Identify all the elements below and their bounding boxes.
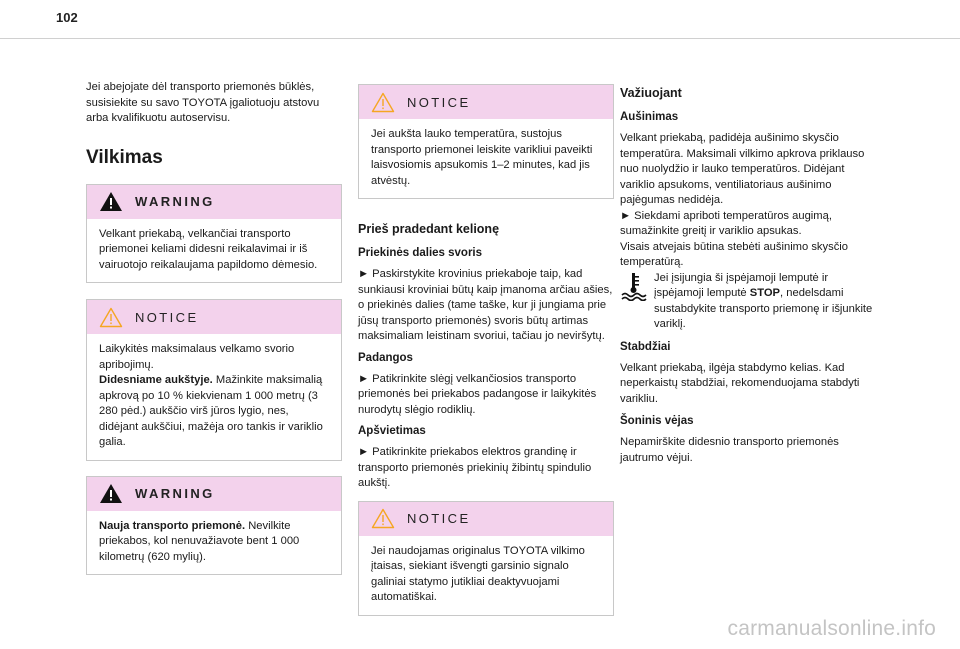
warning-box-header bbox=[87, 185, 341, 219]
warning-box-body bbox=[87, 219, 341, 283]
subsection-title-nose-weight: Priekinės dalies svoris bbox=[358, 247, 483, 259]
notice-box-3 bbox=[358, 501, 614, 616]
notice-box-header bbox=[87, 300, 341, 334]
warning-text: Velkant priekabą, velkančiai transporto priemonei keliami didesni reikalavimai ir iš vairuotojo reikalaujama papildomo dėmesio. bbox=[99, 227, 318, 271]
brakes-text: Velkant priekabą, ilgėja stabdymo kelias. Kad neperkaistų stabdžiai, rekomenduojama stabdyti varikliu. bbox=[620, 361, 860, 405]
notice-triangle-icon bbox=[371, 508, 395, 529]
notice-text: Jei naudojamas originalus TOYOTA vilkimo įtaisas, siekiant išvengti garsinio signalo galiniai statymo jutikliai deaktyvuojami automatiškai. bbox=[371, 544, 585, 603]
section-title-towing: Vilkimas bbox=[86, 146, 163, 168]
column-1 bbox=[86, 80, 342, 575]
warning-triangle-icon bbox=[99, 483, 123, 504]
warning-box-body bbox=[87, 511, 341, 575]
warning-box-1 bbox=[86, 184, 342, 284]
section-title-driving: Važiuojant bbox=[620, 86, 682, 100]
notice-title: NOTICE bbox=[135, 309, 199, 325]
page-number: 102 bbox=[56, 10, 78, 25]
nose-weight-text: ► Paskirstykite krovinius priekaboje taip, kad sunkiausi kroviniai būtų kaip įmanoma arčiau ašies, o priekinės dalies (tame taške, kur ji jungiama prie jūsų transporto priemonės) svoris būtų artimas maksimaliam leistinam svoriui, tačiau jo neviršytų. bbox=[358, 268, 613, 342]
coolant-warning-line bbox=[620, 271, 876, 333]
warning-box-2 bbox=[86, 476, 342, 576]
notice-title: NOTICE bbox=[407, 511, 471, 526]
watermark-footer: carmanualsonline.info bbox=[727, 617, 936, 640]
subsection-title-lighting: Apšvietimas bbox=[358, 425, 426, 437]
notice-box-header bbox=[359, 85, 613, 119]
side-wind-text: Nepamirškite didesnio transporto priemonės jautrumo vėjui. bbox=[620, 436, 839, 464]
notice-box-1 bbox=[86, 299, 342, 461]
coolant-warning-text-a: Jei įsijungia ši įspėjamoji lemputė ir įspėjamoji lemputė bbox=[654, 271, 829, 299]
notice-box-header bbox=[359, 502, 613, 536]
subsection-title-side-wind: Šoninis vėjas bbox=[620, 415, 694, 427]
notice-text: Jei aukšta lauko temperatūra, sustojus transporto priemonei leiskite varikliui paveikti laisvosiomis apsukomis 1–2 minutes, kad jis atvėstų. bbox=[371, 128, 593, 187]
column-2 bbox=[358, 84, 614, 616]
warning-title: WARNING bbox=[135, 194, 215, 209]
notice-title: NOTICE bbox=[407, 94, 471, 110]
cooling-text-1: Velkant priekabą, padidėja aušinimo skysčio temperatūra. Maksimali vilkimo apkrova priklauso nuo nuolydžio ir lauko temperatūros. Didėjant variklio apsukoms, ventiliatoriaus aušinimo pajėgumas nedidėja. bbox=[620, 132, 865, 206]
warning-text bbox=[99, 519, 329, 566]
section-title-before-trip: Prieš pradedant kelionę bbox=[358, 222, 500, 236]
notice-box-body bbox=[359, 536, 613, 615]
tyres-text: ► Patikrinkite slėgį velkančiosios transporto priemonės bei priekabos padangose ir laikykitės nurodytų slėgio rodiklių. bbox=[358, 372, 597, 416]
notice-box-body bbox=[359, 119, 613, 198]
column-3 bbox=[620, 85, 876, 466]
coolant-temperature-icon bbox=[620, 271, 648, 301]
warning-triangle-icon bbox=[99, 191, 123, 212]
cooling-text-2: ► Siekdami apriboti temperatūros augimą, sumažinkite greitį ir variklio apsukas. bbox=[620, 209, 832, 237]
subsection-title-brakes: Stabdžiai bbox=[620, 340, 671, 353]
header-divider bbox=[0, 38, 960, 39]
cooling-text-3: Visais atvejais būtina stebėti aušinimo skysčio temperatūrą. bbox=[620, 240, 849, 268]
notice-box-2 bbox=[358, 84, 614, 199]
intro-text: Jei abejojate dėl transporto priemonės būklės, susisiekite su savo TOYOTA įgaliotuoju atstovu arba kvalifikuotu autoservisu. bbox=[86, 81, 320, 124]
coolant-warning-text bbox=[654, 271, 876, 333]
stop-label: STOP bbox=[749, 287, 781, 299]
notice-text-2-body: Mažinkite maksimalią apkrovą po 10 % kiekvienam 1 000 metrų (3 280 pėd.) aukščio virš jūros lygio, nes, didėjant aukščiui, mažėja oro tankis ir variklio galia. bbox=[99, 374, 323, 448]
warning-title: WARNING bbox=[135, 486, 215, 501]
notice-triangle-icon bbox=[371, 92, 395, 113]
warning-text-body: Nevilkite priekabos, kol nenuvažiavote bent 1 000 kilometrų (620 mylių). bbox=[99, 519, 300, 563]
notice-text-1: Laikykitės maksimalaus velkamo svorio apribojimų. bbox=[99, 343, 295, 371]
lighting-text: ► Patikrinkite priekabos elektros grandinę ir transporto priemonės priekinių žibintų spindulio aukštį. bbox=[358, 446, 592, 489]
subsection-title-cooling: Aušinimas bbox=[620, 111, 679, 123]
subsection-title-tyres: Padangos bbox=[358, 351, 413, 364]
notice-triangle-icon bbox=[99, 307, 123, 328]
warning-box-header bbox=[87, 477, 341, 511]
notice-bold-lead: Didesniame aukštyje. bbox=[99, 374, 213, 386]
warning-bold-lead: Nauja transporto priemonė. bbox=[99, 519, 246, 532]
notice-text-2 bbox=[99, 373, 329, 451]
coolant-warning-text-b: , nedelsdami sustabdykite transporto priemonę ir išjunkite variklį. bbox=[654, 287, 873, 330]
notice-box-body bbox=[87, 334, 341, 460]
